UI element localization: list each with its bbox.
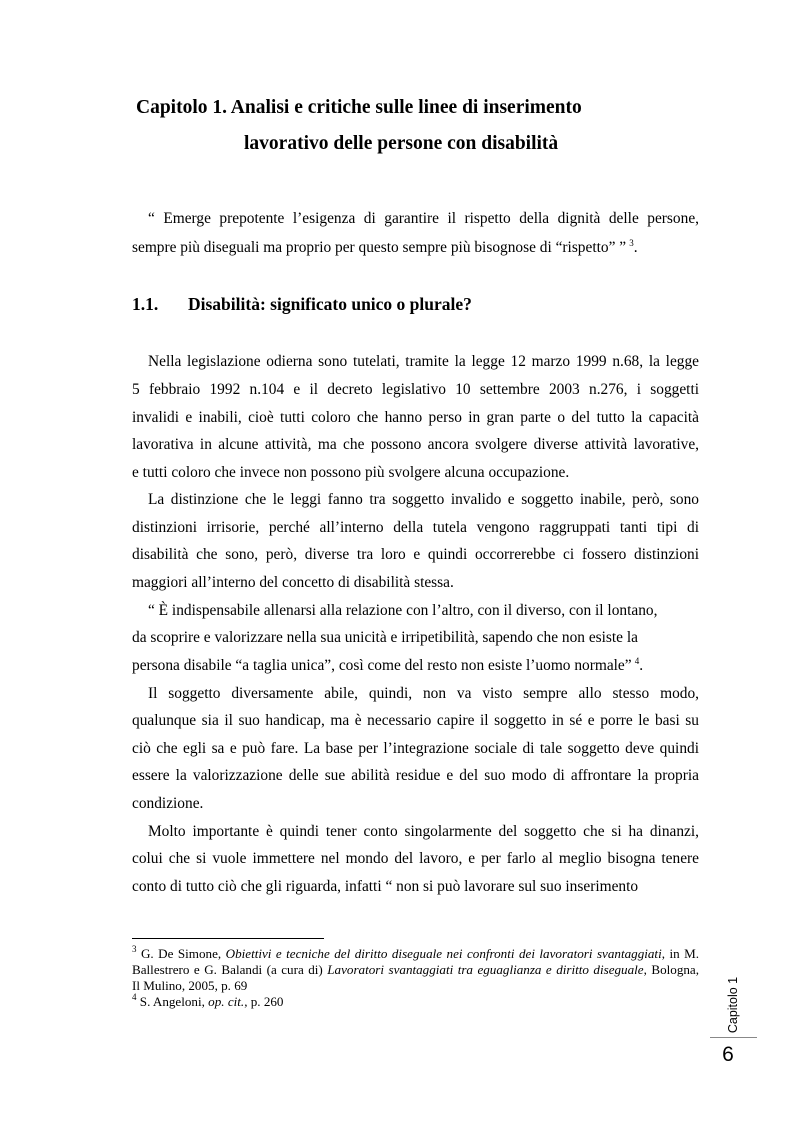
epigraph-line (132, 240, 699, 255)
footnote-text: , p. 260 (244, 994, 284, 1009)
text-line: colui che si vuole immettere nel mondo del lavoro, e per farlo al meglio bisogna tenere (132, 850, 699, 867)
footnote-4-line (132, 992, 699, 1009)
text-line: conto di tutto ciò che gli riguarda, infatti “ non si può lavorare sul suo inserimento (132, 878, 639, 895)
text-line: e tutti coloro che invece non possono più svolgere alcuna occupazione. (132, 464, 570, 481)
footnote-text: S. Angeloni, (139, 994, 209, 1009)
text-line: Molto importante è quindi tener conto singolarmente del soggetto che si ha dinanzi, (148, 823, 699, 840)
footnote-3-line: Il Mulino, 2005, p. 69 (132, 978, 248, 993)
text-line: distinzioni irrisorie, perché all’interno della tutela vengono raggruppati tanti tipi di (132, 519, 699, 536)
footnote-text: G. De Simone, (140, 946, 226, 961)
text-line: maggiori all’interno del concetto di disabilità stessa. (132, 574, 454, 591)
quote-line: “ È indispensabile allenarsi alla relazione con l’altro, con il diverso, con il lontano, (148, 602, 658, 619)
chapter-title-line-1: Capitolo 1. Analisi e critiche sulle linee di inserimento (136, 97, 582, 118)
footnote-mark: 3 (132, 944, 137, 954)
footnote-3-line (132, 963, 699, 976)
text-line: ciò che egli sa e può fare. La base per l’integrazione sociale di tale soggetto deve quindi (132, 740, 699, 757)
section-title: Disabilità: significato unico o plurale? (188, 294, 472, 314)
text-line: 5 febbraio 1992 n.104 e il decreto legislativo 10 settembre 2003 n.276, i soggetti (132, 381, 699, 398)
footnote-title: Obiettivi e tecniche del diritto diseguale nei confronti dei lavoratori svantaggiati (225, 946, 662, 961)
text-line: La distinzione che le leggi fanno tra soggetto invalido e soggetto inabile, però, sono (148, 491, 699, 508)
text-line: condizione. (132, 795, 204, 812)
quote-end: . (639, 657, 644, 674)
quote-line: da scoprire e valorizzare nella sua unicità e irripetibilità, sapendo che non esiste la (132, 629, 638, 646)
text-line: disabilità che sono, però, diverse tra loro e quindi occorrerebbe ci fossero distinzioni (132, 546, 699, 563)
epigraph-line: “ Emerge prepotente l’esigenza di garantire il rispetto della dignità delle persone, (148, 210, 699, 227)
text-line: Nella legislazione odierna sono tutelati, tramite la legge 12 marzo 1999 n.68, la legge (148, 353, 699, 370)
footnote-ref[interactable]: 3 (629, 238, 634, 248)
footnote-text: Ballestrero e G. Balandi (a cura di) (132, 962, 328, 977)
chapter-side-label: Capitolo 1 (726, 976, 740, 1034)
footnote-separator (132, 938, 324, 939)
footnote-ref[interactable]: 4 (634, 656, 640, 666)
section-number: 1.1. (132, 294, 159, 314)
text-line: Il soggetto diversamente abile, quindi, non va visto sempre allo stesso modo, (148, 685, 699, 702)
quote-line (132, 658, 699, 673)
side-divider (710, 1037, 757, 1038)
chapter-title-line-2: lavorativo delle persone con disabilità (244, 133, 559, 154)
footnote-mark: 4 (132, 992, 137, 1002)
epigraph-end: . (633, 239, 638, 256)
footnote-text: , Bologna, (643, 962, 699, 977)
page-number: 6 (722, 1043, 734, 1066)
section-heading (132, 294, 472, 314)
footnote-title: op. cit. (208, 994, 245, 1009)
footnote-text: , in M. (661, 946, 700, 961)
footnote-title: Lavoratori svantaggiati tra eguaglianza e diritto diseguale (327, 962, 644, 977)
text-line: qualunque sia il suo handicap, ma è necessario capire il soggetto in sé e porre le basi su (132, 712, 699, 729)
text-line: invalidi e inabili, cioè tutti coloro che hanno perso in gran parte o del tutto la capacità (132, 409, 699, 426)
text-line: essere la valorizzazione delle sue abilità residue e del suo modo di affrontare la propria (132, 767, 699, 784)
quote-text: persona disabile “a taglia unica”, così come del resto non esiste l’uomo normale” (132, 657, 632, 674)
epigraph-text: sempre più diseguali ma proprio per questo sempre più bisognose di “rispetto” ” (132, 239, 627, 256)
text-line: lavorativa in alcune attività, ma che possono ancora svolgere diverse attività lavorative, (132, 436, 699, 453)
footnote-3-line (132, 944, 700, 961)
